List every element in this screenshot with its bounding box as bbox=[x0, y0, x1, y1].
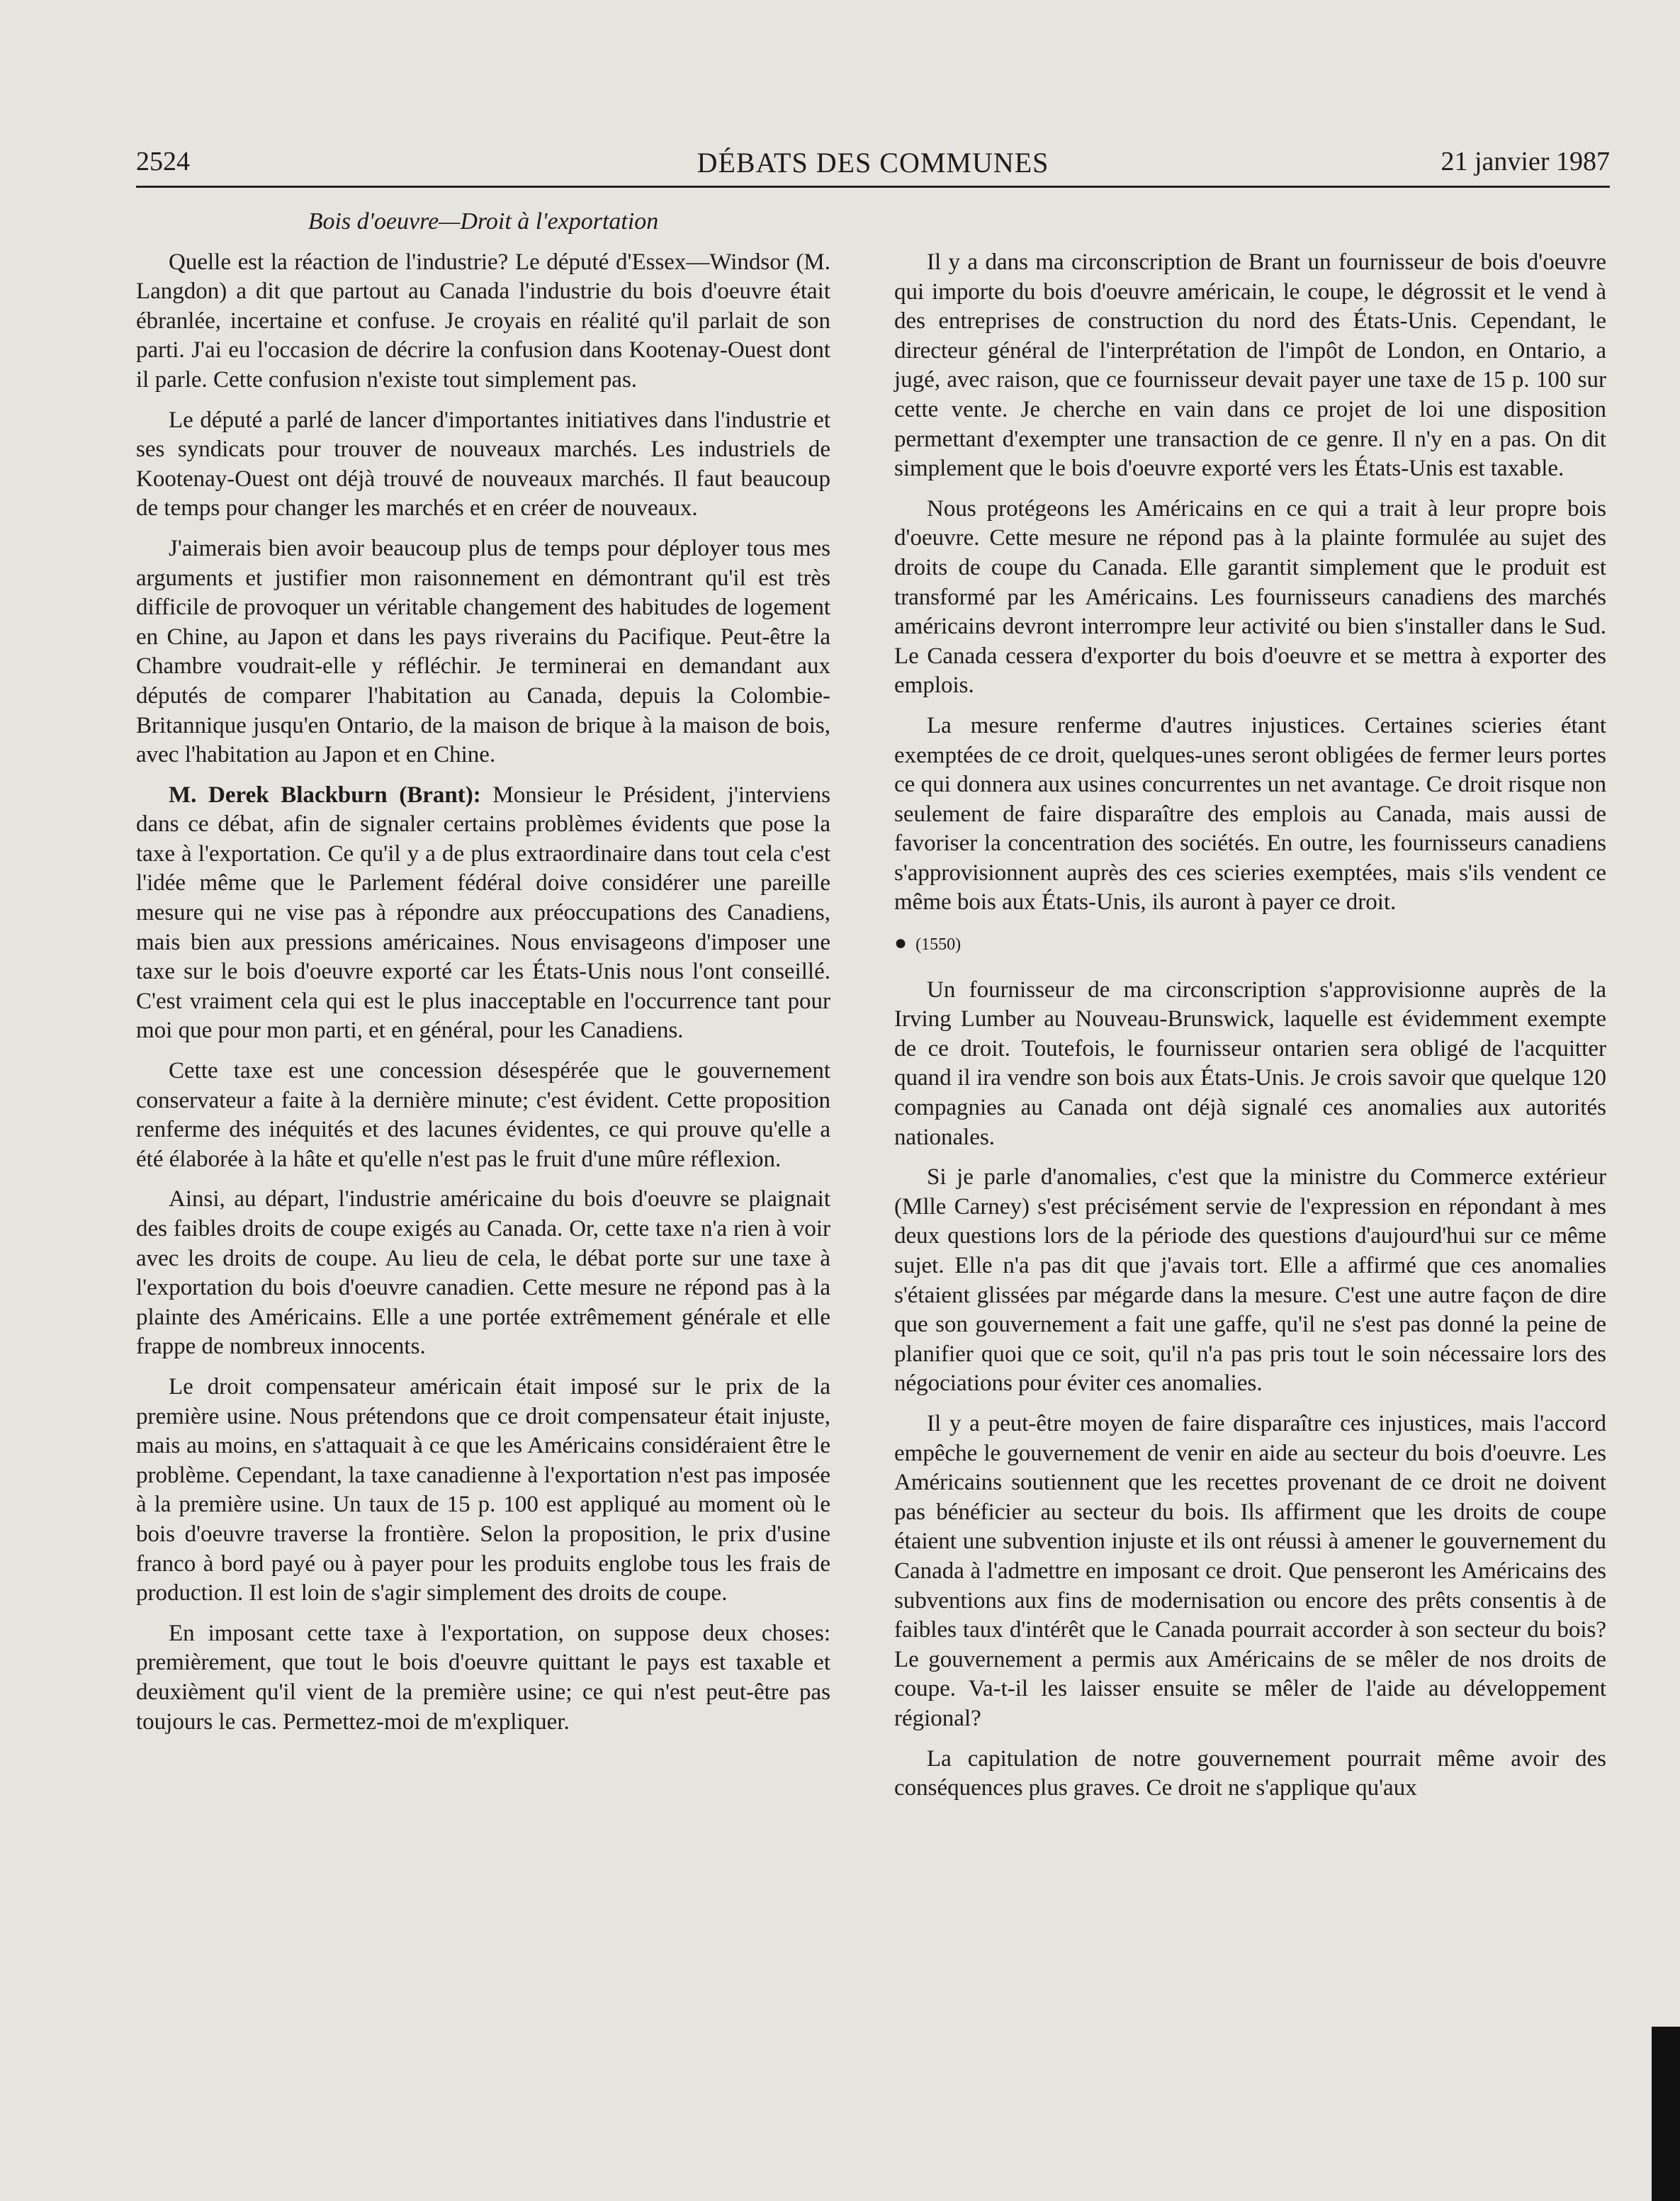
page-number: 2524 bbox=[136, 147, 190, 176]
page-header bbox=[136, 146, 1610, 188]
speaker-name: M. Derek Blackburn (Brant): bbox=[169, 782, 481, 808]
timestamp-text: (1550) bbox=[915, 935, 962, 955]
paragraph: Quelle est la réaction de l'industrie? Le député d'Essex—Windsor (M. Langdon) a dit que partout au Canada l'industrie du bois d'oeuvre était ébranlée, incertaine et confuse. Je croyais en réalité qu'il parlait de son parti. J'ai eu l'occasion de décrire la confusion dans Kootenay-Ouest dont il parle. Cette confusion n'existe tout simplement pas. bbox=[136, 249, 830, 393]
right-column bbox=[894, 248, 1606, 1814]
paragraph: Ainsi, au départ, l'industrie américaine du bois d'oeuvre se plaignait des faibles droits de coupe exigés au Canada. Or, cette taxe n'a rien à voir avec les droits de coupe. Au lieu de cela, le débat porte sur une taxe à l'exportation du bois d'oeuvre canadien. Cette mesure ne répond pas à la plainte des Américains. Elle a une portée extrêmement générale et elle frappe de nombreux innocents. bbox=[136, 1186, 830, 1360]
paragraph: Un fournisseur de ma circonscription s'approvisionne auprès de la Irving Lumber au Nouveau-Brunswick, laquelle est évidemment exempte de ce droit. Toutefois, le fournisseur ontarien sera obligé de l'acquitter quand il ira vendre son bois aux États-Unis. Je crois savoir que quelque 120 compagnies au Canada ont déjà signalé ces anomalies aux autorités nationales. bbox=[894, 976, 1606, 1150]
paragraph: Nous protégeons les Américains en ce qui a trait à leur propre bois d'oeuvre. Cette mesure ne répond pas à la plainte formulée au sujet des droits de coupe du Canada. Elle garantit simplement que le produit est transformé par les Américains. Les fournisseurs canadiens des marchés américains devront interrompre leur activité ou bien s'installer dans le Sud. Le Canada cessera d'exporter du bois d'oeuvre et se mettra à exporter des emplois. bbox=[894, 495, 1606, 699]
paragraph: Le droit compensateur américain était imposé sur le prix de la première usine. Nous prétendons que ce droit compensateur était injuste, mais au moins, en s'attaquait à ce que les Américains considéraient être le problème. Cependant, la taxe canadienne à l'exportation n'est pas imposée à la première usine. Un taux de 15 p. 100 est appliqué au moment où le bois d'oeuvre traverse la frontière. Selon la proposition, le prix d'usine franco à bord payé ou à payer pour les produits englobe tous les frais de production. Il est loin de s'agir simplement des droits de coupe. bbox=[136, 1373, 830, 1606]
paragraph: La capitulation de notre gouvernement pourrait même avoir des conséquences plus graves. Ce droit ne s'applique qu'aux bbox=[894, 1745, 1606, 1801]
left-column bbox=[136, 207, 830, 1747]
paragraph: Le député a parlé de lancer d'importantes initiatives dans l'industrie et ses syndicats pour trouver de nouveaux marchés. Les industriels de Kootenay-Ouest ont déjà trouvé de nouveaux marchés. Il faut beaucoup de temps pour changer les marchés et en créer de nouveaux. bbox=[136, 407, 830, 522]
paragraph: Cette taxe est une concession désespérée que le gouvernement conservateur a faite à la dernière minute; c'est évident. Cette proposition renferme des inéquités et des lacunes évidentes, ce qui prouve qu'elle a été élaborée à la hâte et qu'elle n'est pas le fruit d'une mûre réflexion. bbox=[136, 1058, 830, 1172]
timestamp bbox=[894, 928, 1606, 960]
paragraph: J'aimerais bien avoir beaucoup plus de temps pour déployer tous mes arguments et justifier mon raisonnement en démontrant qu'il est très difficile de provoquer un véritable changement des habitudes de logement en Chine, au Japon et dans les pays riverains du Pacifique. Peut-être la Chambre voudrait-elle y réfléchir. Je terminerai en demandant aux députés de comparer l'habitation au Canada, depuis la Colombie-Britannique jusqu'en Ontario, de la maison de brique à la maison de bois, avec l'habitation au Japon et en Chine. bbox=[136, 535, 830, 768]
bullet-icon: ● bbox=[894, 931, 908, 955]
running-title: Bois d'oeuvre—Droit à l'exportation bbox=[308, 208, 659, 235]
paragraph: Il y a peut-être moyen de faire disparaître ces injustices, mais l'accord empêche le gouvernement de venir en aide au secteur du bois d'oeuvre. Les Américains soutiennent que les recettes provenant de ce droit ne doivent pas bénéficier au secteur du bois. Ils affirment que les droits de coupe étaient une subvention injuste et ils ont réussi à amener le gouvernement du Canada à l'admettre en imposant ce droit. Que penseront les Américains des subventions aux fins de modernisation ou encore des prêts consentis à de faibles taux d'intérêt que le Canada pourrait accorder à son secteur du bois? Le gouvernement a permis aux Américains de se mêler de nos droits de coupe. Va-t-il les laisser ensuite se mêler de l'aide au développement régional? bbox=[894, 1410, 1606, 1731]
speaker-paragraph bbox=[136, 781, 830, 1046]
paragraph: Il y a dans ma circonscription de Brant un fournisseur de bois d'oeuvre qui importe du bois d'oeuvre américain, le coupe, le dégrossit et le vend à des entreprises de construction du nord des États-Unis. Cependant, le directeur général de l'interprétation de l'impôt de London, en Ontario, a jugé, avec raison, que ce fournisseur devait payer une taxe de 15 p. 100 sur cette vente. Je cherche en vain dans ce projet de loi une disposition permettant d'exempter une transaction de ce genre. Il n'y en a pas. On dit simplement que le bois d'oeuvre exporté vers les États-Unis est taxable. bbox=[894, 249, 1606, 482]
scan-edge-shadow bbox=[1652, 2027, 1680, 2201]
speaker-text: Monsieur le Président, j'interviens dans ce débat, afin de signaler certains problèmes évidents que pose la taxe à l'exportation. Ce qu'il y a de plus extraordinaire dans tout cela c'est l'idée même que le Parlement fédéral doive considérer une pareille mesure qui ne vise pas à répondre aux préoccupations des Canadiens, mais bien aux pressions américaines. Nous envisageons d'imposer une taxe sur le bois d'oeuvre exporté car les États-Unis nous l'ont conseillé. C'est vraiment cela qui est le plus inacceptable en l'occurrence tant pour moi que pour mon parti, et en général, pour les Canadiens. bbox=[136, 782, 830, 1044]
paragraph: La mesure renferme d'autres injustices. Certaines scieries étant exemptées de ce droit, quelques-unes seront obligées de fermer leurs portes ce qui donnera aux usines concurrentes un net avantage. Ce droit risque non seulement de faire disparaître des emplois au Canada, mais aussi de favoriser la concentration des sociétés. En outre, les fournisseurs canadiens s'approvisionnent auprès des ces scieries exemptées, mais s'ils vendent ce même bois aux États-Unis, ils auront à payer ce droit. bbox=[894, 712, 1606, 916]
paragraph: Si je parle d'anomalies, c'est que la ministre du Commerce extérieur (Mlle Carney) s'est précisément servie de l'expression en répondant à mes deux questions lors de la période des questions d'aujourd'hui sur ce même sujet. Elle n'a pas dit que j'avais tort. Elle a affirmé que ces anomalies s'étaient glissées par mégarde dans la mesure. C'est une autre façon de dire que son gouvernement a fait une gaffe, qu'il ne s'est pas donné la peine de planifier quoi que ce soit, qu'il n'a pas pris tout le soin nécessaire lors des négociations pour éviter ces anomalies. bbox=[894, 1164, 1606, 1397]
page-date: 21 janvier 1987 bbox=[1441, 147, 1610, 176]
page-title: DÉBATS DES COMMUNES bbox=[697, 147, 1049, 179]
paragraph: En imposant cette taxe à l'exportation, on suppose deux choses: premièrement, que tout le bois d'oeuvre quittant le pays est taxable et deuxièment qu'il vient de la première usine; ce qui n'est peut-être pas toujours le cas. Permettez-moi de m'expliquer. bbox=[136, 1620, 830, 1735]
